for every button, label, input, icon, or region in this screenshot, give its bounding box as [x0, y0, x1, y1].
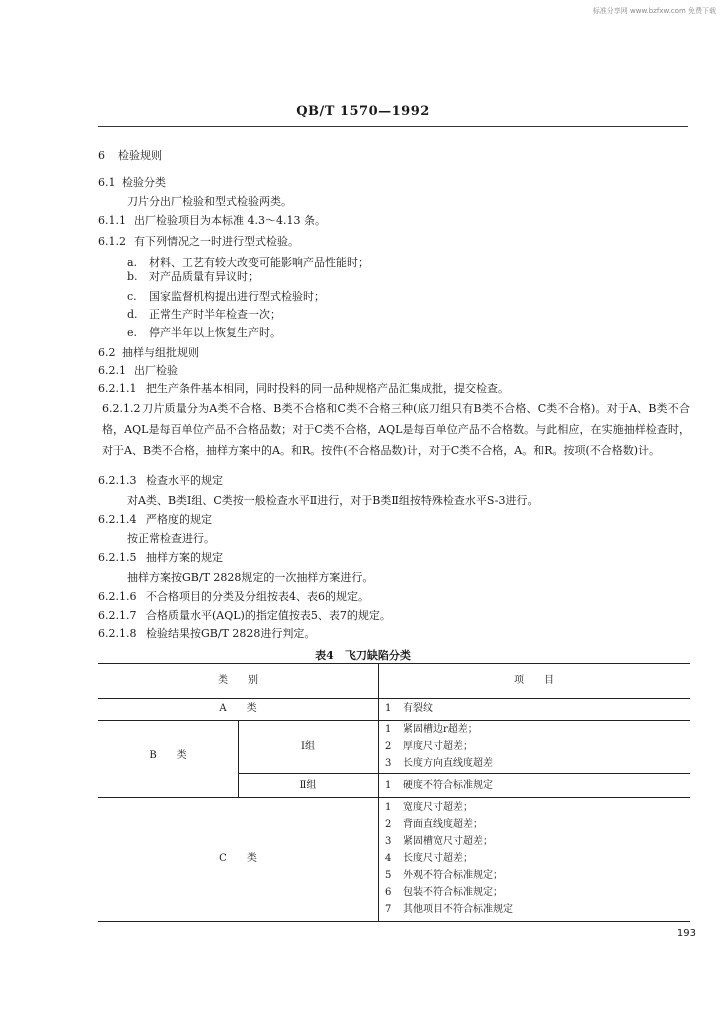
- clause-text: 检验结果按GB/T 2828进行判定。: [146, 627, 316, 640]
- clause-text: 检验分类: [122, 176, 166, 189]
- group-divider-rule: [238, 773, 690, 774]
- clause-text: 抽样方案按GB/T 2828规定的一次抽样方案进行。: [127, 571, 374, 584]
- clause-number: 6.2.1.8: [98, 627, 137, 640]
- clause-line: [98, 382, 509, 396]
- clause-number: 6.2.1.1: [98, 382, 137, 395]
- clause-number: 6.2.1.5: [98, 551, 137, 564]
- clause-number: d.: [127, 308, 138, 321]
- clause-number: 6.2.1.6: [98, 590, 137, 603]
- standard-number-header: QB/T 1570—1992: [296, 104, 430, 119]
- table-item-row: [385, 802, 473, 814]
- header-rule: [98, 126, 688, 127]
- clause-text: 抽样与组批规则: [122, 346, 199, 359]
- table-item-row: [385, 819, 483, 831]
- clause-line: [127, 494, 538, 508]
- clause-line: [98, 346, 199, 360]
- item-text: 长度方向直线度超差: [403, 758, 493, 769]
- item-number: 2: [385, 819, 392, 830]
- clause-text: 检查水平的规定: [146, 474, 223, 487]
- category-header: 类 别: [218, 675, 258, 686]
- clause-number: e.: [127, 326, 138, 339]
- table-item-row: [385, 741, 473, 753]
- clause-line: [98, 513, 212, 527]
- clause-line: [127, 532, 215, 546]
- table-item-row: [385, 703, 433, 715]
- clause-line: [127, 308, 281, 322]
- item-text: 包装不符合标准规定；: [403, 887, 503, 898]
- item-text: 有裂纹: [403, 703, 433, 714]
- clause-line: [127, 256, 369, 270]
- table-item-row: [385, 836, 493, 848]
- item-number: 6: [385, 887, 392, 898]
- table-item-row: [385, 870, 503, 882]
- clause-text: 有下列情况之一时进行型式检验。: [134, 235, 299, 248]
- page-number: 193: [676, 928, 696, 939]
- clause-number: 6.1.1: [98, 214, 126, 227]
- clause-number: 6.2: [98, 346, 116, 359]
- table-item-row: [385, 904, 513, 916]
- clause-text: 对A类、B类Ⅰ组、C类按一般检查水平Ⅱ进行，对于B类Ⅱ组按特殊检查水平S-3进行。: [127, 494, 539, 507]
- class-a-label: A 类: [219, 703, 257, 714]
- clause-text: 刀片质量分为A类不合格、B类不合格和C类不合格三种(底刀组只有B类不合格、C类不合格)。对于A、B类不合格，AQL是每百单位产品不合格品数；对于C类不合格，AQL是每百单位产品不合格数。与此相应，在实施抽样检查时，对于A、B类不合格，抽样方案中的A。和R。按件(不合格品数)计，对于C类不合格，A。和R。按项(不合格数)计。: [102, 402, 690, 457]
- clause-number: 6.2.1.3: [98, 474, 137, 487]
- clause-line: [98, 364, 178, 378]
- watermark: 标准分享网 www.bzfxw.com 免费下载: [592, 7, 716, 15]
- clause-text: 抽样方案的规定: [146, 551, 223, 564]
- clause-line: [127, 326, 281, 340]
- item-text: 紧固槽宽尺寸超差；: [403, 836, 493, 847]
- item-number: 1: [385, 724, 392, 735]
- item-number: 3: [385, 758, 392, 769]
- clause-text: 停产半年以上恢复生产时。: [149, 326, 281, 339]
- item-number: 5: [385, 870, 392, 881]
- clause-line: [127, 270, 259, 284]
- table-item-row: [385, 853, 473, 865]
- clause-number: 6.2.1.7: [98, 609, 137, 622]
- group-2-label: Ⅱ组: [299, 780, 317, 791]
- clause-text: 把生产条件基本相同，同时投料的同一品种规格产品汇集成批，提交检查。: [146, 382, 509, 395]
- item-text: 长度尺寸超差；: [403, 853, 473, 864]
- item-number: 1: [385, 802, 392, 813]
- item-text: 外观不符合标准规定；: [403, 870, 503, 881]
- clause-line: [98, 235, 299, 249]
- clause-line: [98, 590, 369, 604]
- table-item-row: [385, 780, 493, 792]
- clause-text: 材料、工艺有较大改变可能影响产品性能时；: [149, 256, 369, 269]
- item-number: 1: [385, 780, 392, 791]
- clause-text: 出厂检验项目为本标准 4.3～4.13 条。: [134, 214, 326, 227]
- item-text: 其他项目不符合标准规定: [403, 904, 513, 915]
- clause-number: 6.1: [98, 176, 116, 189]
- clause-text: 正常生产时半年检查一次；: [149, 308, 281, 321]
- clause-line: [98, 551, 223, 565]
- clause-line: [127, 571, 373, 585]
- clause-text: 不合格项目的分类及分组按表4、表6的规定。: [146, 590, 369, 603]
- class-c-label: C 类: [219, 853, 257, 864]
- table-bottom-rule: [98, 921, 690, 922]
- table-header-rule: [98, 698, 690, 699]
- clause-text: 出厂检验: [134, 364, 178, 377]
- clause-line: [98, 176, 166, 190]
- item-text: 硬度不符合标准规定: [403, 780, 493, 791]
- item-number: 4: [385, 853, 392, 864]
- item-number: 1: [385, 703, 392, 714]
- clause-6-2-1-2: [102, 398, 690, 461]
- item-number: 3: [385, 836, 392, 847]
- clause-line: [98, 609, 391, 623]
- table-item-row: [385, 724, 478, 736]
- items-header: 项 目: [514, 675, 554, 686]
- item-number: 7: [385, 904, 392, 915]
- section-heading: [98, 149, 162, 163]
- item-number: 2: [385, 741, 392, 752]
- clause-number: 6.2.1.2: [102, 402, 141, 415]
- table-item-row: [385, 758, 493, 770]
- class-b-label: B 类: [149, 750, 187, 761]
- clause-number: 6.2.1.4: [98, 513, 137, 526]
- clause-line: [98, 627, 315, 641]
- clause-text: 按正常检查进行。: [127, 532, 215, 545]
- clause-text: 国家监督机构提出进行型式检验时；: [149, 290, 325, 303]
- clause-number: 6.2.1: [98, 364, 126, 377]
- group-1-label: Ⅰ组: [301, 741, 315, 752]
- clause-text: 严格度的规定: [146, 513, 212, 526]
- clause-line: [98, 474, 223, 488]
- row-b-rule: [98, 797, 690, 798]
- clause-text: 对产品质量有异议时；: [149, 270, 259, 283]
- item-text: 紧固槽边r超差；: [403, 724, 478, 735]
- row-a-rule: [98, 720, 690, 721]
- table-top-rule: [98, 663, 690, 664]
- column-divider: [378, 663, 379, 921]
- clause-number: c.: [127, 290, 137, 303]
- item-text: 厚度尺寸超差；: [403, 741, 473, 752]
- clause-line: [127, 290, 325, 304]
- clause-line: [98, 214, 326, 228]
- clause-number: a.: [127, 256, 138, 269]
- section-title: 检验规则: [118, 149, 162, 162]
- table-item-row: [385, 887, 503, 899]
- item-text: 背面直线度超差；: [403, 819, 483, 830]
- table-title: 表4 飞刀缺陷分类: [315, 649, 411, 662]
- section-number: 6: [98, 149, 105, 162]
- clause-number: 6.1.2: [98, 235, 126, 248]
- item-text: 宽度尺寸超差；: [403, 802, 473, 813]
- clause-line: [127, 195, 292, 209]
- clause-text: 合格质量水平(AQL)的指定值按表5、表7的规定。: [146, 609, 391, 622]
- clause-number: b.: [127, 270, 138, 283]
- clause-text: 刀片分出厂检验和型式检验两类。: [127, 195, 292, 208]
